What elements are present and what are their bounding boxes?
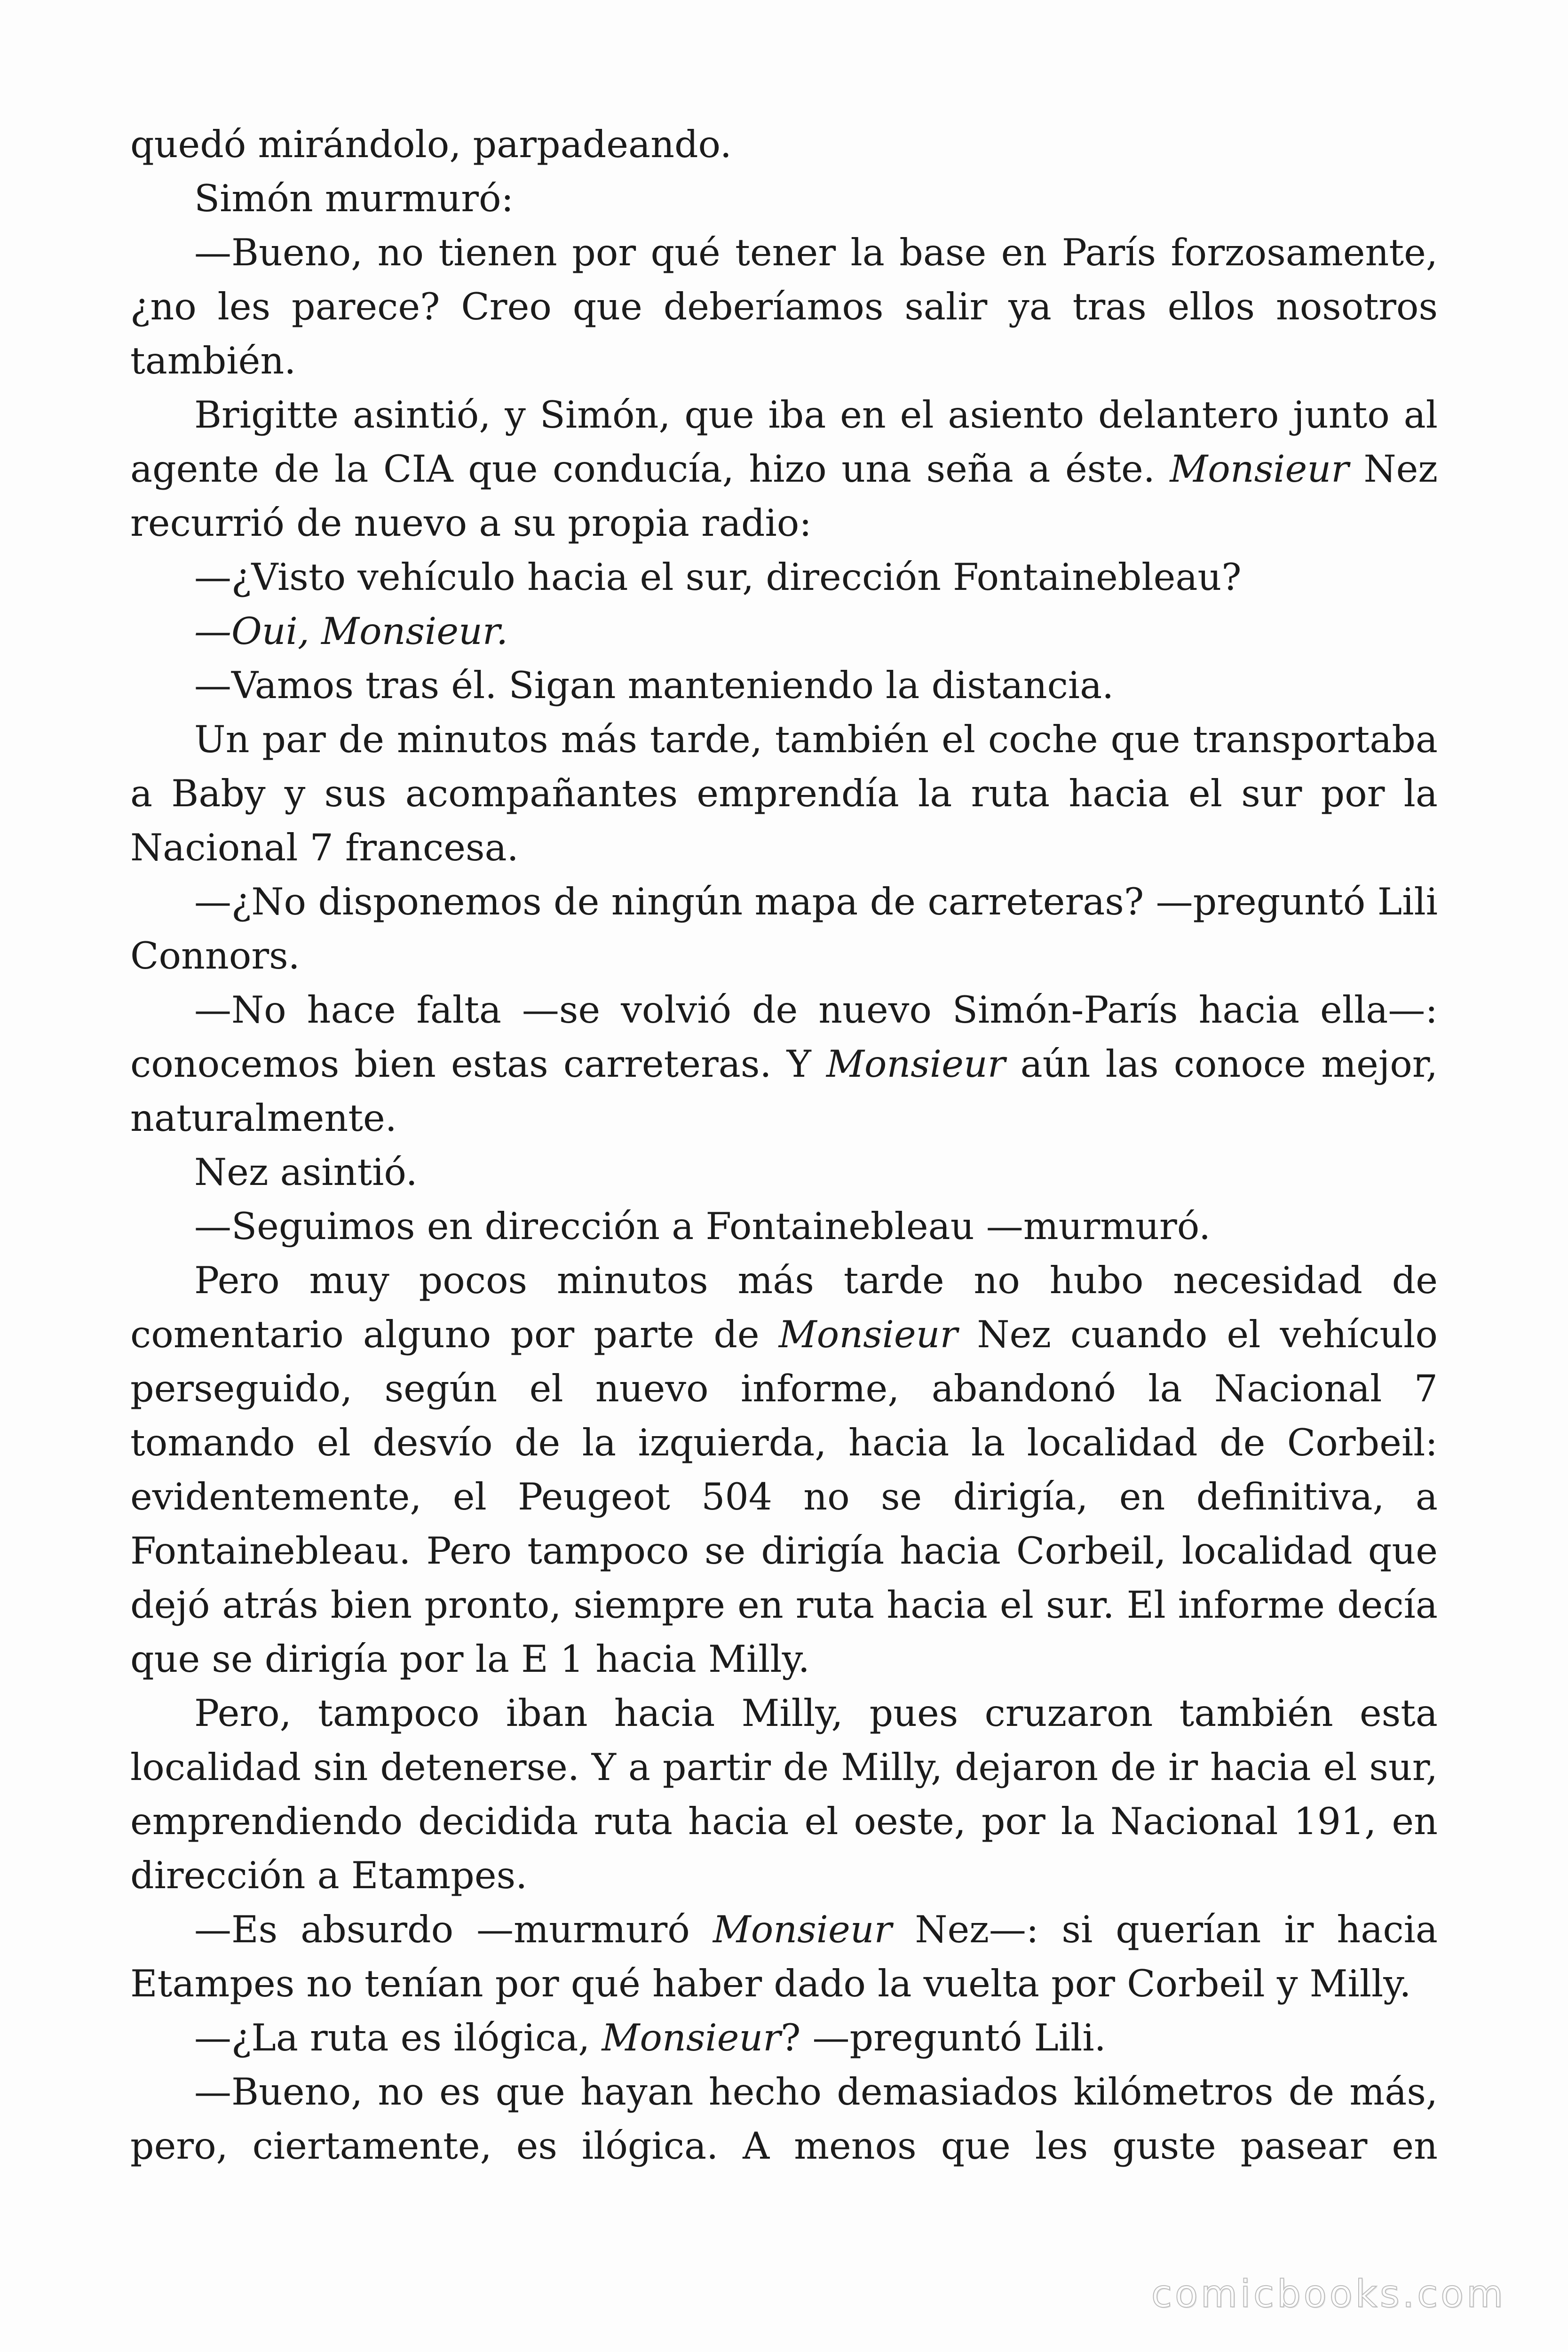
paragraph: Simón murmuró:	[194, 177, 514, 220]
paragraph: —¿No disponemos de ningún mapa de carreteras? —preguntó Lili Connors.	[130, 880, 1438, 977]
paragraph: —Oui, Monsieur.	[194, 610, 508, 653]
paragraph: —Bueno, no tienen por qué tener la base en París forzosamente, ¿no les parece? Creo que deberíamos salir ya tras ellos nosotros también.	[130, 231, 1438, 382]
paragraph: Pero, tampoco iban hacia Milly, pues cruzaron también esta localidad sin detenerse. Y a partir de Milly, dejaron de ir hacia el sur, emprendiendo decidida ruta hacia el oeste, por la Nacional 191, en dirección a Etampes.	[130, 1692, 1438, 1897]
paragraph: Un par de minutos más tarde, también el coche que transportaba a Baby y sus acompañantes emprendía la ruta hacia el sur por la Nacional 7 francesa.	[130, 718, 1438, 869]
watermark: comicbooks.com	[1151, 2272, 1506, 2316]
paragraph: —Bueno, no es que hayan hecho demasiados kilómetros de más, pero, ciertamente, es ilógica. A menos que les guste pasear en	[130, 2070, 1438, 2168]
paragraph: —No hace falta —se volvió de nuevo Simón-París hacia ella—: conocemos bien estas carreteras. Y Monsieur aún las conoce mejor, naturalmente.	[130, 988, 1438, 1140]
paragraph: Pero muy pocos minutos más tarde no hubo necesidad de comentario alguno por parte de Monsieur Nez cuando el vehículo perseguido, según el nuevo informe, abandonó la Nacional 7 tomando el desvío de la izquierda, hacia la localidad de Corbeil: evidentemente, el Peugeot 504 no se dirigía, en definitiva, a Fontainebleau. Pero tampoco se dirigía hacia Corbeil, localidad que dejó atrás bien pronto, siempre en ruta hacia el sur. El informe decía que se dirigía por la E 1 hacia Milly.	[130, 1259, 1438, 1681]
paragraph: —¿La ruta es ilógica, Monsieur? —preguntó Lili.	[194, 2016, 1106, 2059]
paragraph: —¿Visto vehículo hacia el sur, dirección Fontainebleau?	[194, 556, 1242, 599]
paragraph: Nez asintió.	[194, 1151, 418, 1194]
body-text	[130, 118, 1438, 2173]
paragraph: —Vamos tras él. Sigan manteniendo la distancia.	[194, 664, 1114, 707]
paragraph: —Es absurdo —murmuró Monsieur Nez—: si querían ir hacia Etampes no tenían por qué haber dado la vuelta por Corbeil y Milly.	[130, 1908, 1438, 2005]
paragraph: quedó mirándolo, parpadeando.	[130, 123, 732, 166]
paragraph: Brigitte asintió, y Simón, que iba en el asiento delantero junto al agente de la CIA que conducía, hizo una seña a éste. Monsieur Nez recurrió de nuevo a su propia radio:	[130, 393, 1438, 545]
paragraph: —Seguimos en dirección a Fontainebleau —murmuró.	[194, 1205, 1211, 1248]
